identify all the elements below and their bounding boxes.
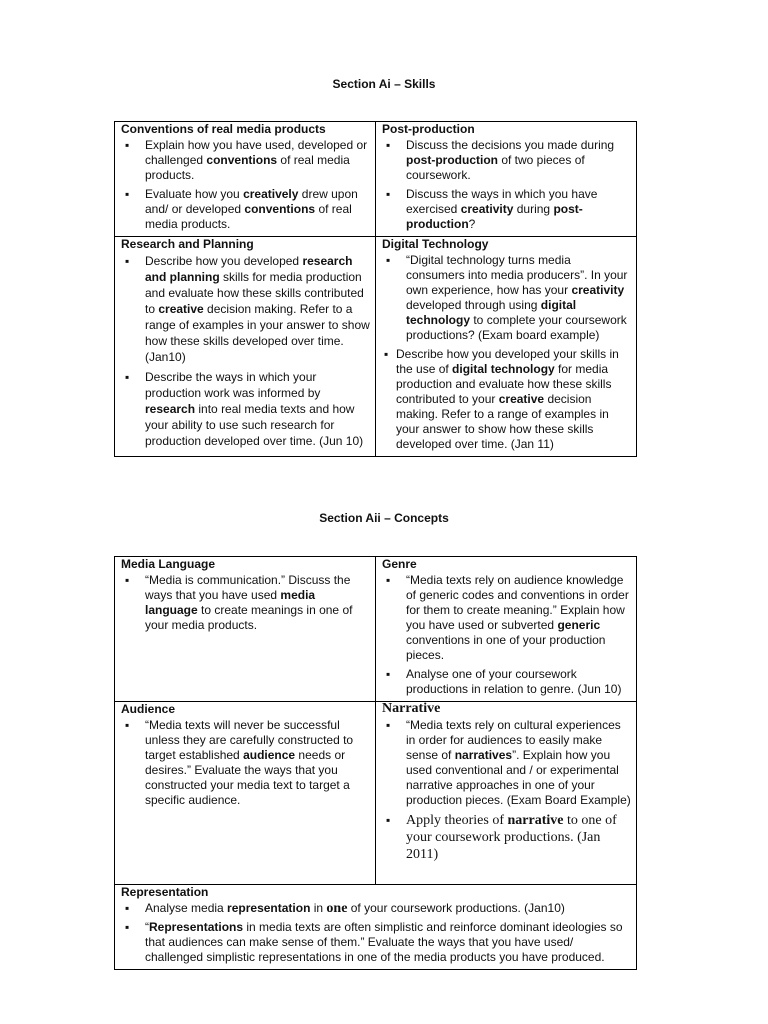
cell-conventions [115, 122, 376, 237]
list-item: ▪ Evaluate how you creatively drew upon and/ or developed conventions of real media products. [121, 187, 371, 232]
concepts-table [114, 556, 637, 970]
list-item: ▪ Analyse media representation in one of your coursework productions. (Jan10) [121, 901, 632, 916]
list-item: ▪ Apply theories of narrative to one of your coursework productions. (Jan 2011) [382, 812, 632, 863]
cell-heading: Narrative [382, 701, 441, 716]
list-item: ▪ “Media texts rely on audience knowledge of generic codes and conventions in order for them to create meaning.” Explain how you have used or subverted generic conventions in one of your production pieces. [382, 573, 632, 663]
cell-heading: Research and Planning [121, 237, 254, 251]
cell-heading: Representation [121, 885, 209, 899]
list-item: ▪ “Media texts rely on cultural experiences in order for audiences to easily make sense of narratives”. Explain how you used conventional and / or experimental narrative approaches in one of your production pieces. (Exam Board Example) [382, 718, 632, 808]
skills-table [114, 121, 637, 457]
cell-audience [115, 702, 376, 885]
list-item: ▪ Discuss the ways in which you have exercised creativity during post-production? [382, 187, 632, 232]
cell-media-language [115, 557, 376, 702]
list-item: ▪ Describe how you developed your skills in the use of digital technology for media production and evaluate how these skills contributed to your creative decision making. Refer to a range of examples in your answer to show how these skills developed over time. (Jan 11) [382, 347, 632, 452]
cell-heading: Post-production [382, 122, 475, 136]
cell-research-planning [115, 237, 376, 457]
list-item: ▪ Analyse one of your coursework productions in relation to genre. (Jun 10) [382, 667, 632, 697]
cell-representation [115, 885, 637, 970]
cell-narrative [376, 702, 637, 885]
section-title-concepts: Section Aii – Concepts [319, 511, 449, 525]
cell-post-production [376, 122, 637, 237]
cell-heading: Genre [382, 557, 417, 571]
list-item: ▪ “Media texts will never be successful unless they are carefully constructed to target established audience needs or desires.” Evaluate the ways that you constructed your media text to target a specific audience. [121, 718, 371, 808]
cell-heading: Digital Technology [382, 237, 489, 251]
list-item: ▪ Describe how you developed research and planning skills for media production and evaluate how these skills contributed to creative decision making. Refer to a range of examples in your answer to show how these skills developed over time. (Jan10) [121, 253, 371, 365]
list-item: ▪ “Media is communication.” Discuss the ways that you have used media language to create meanings in one of your media products. [121, 573, 371, 633]
cell-heading: Audience [121, 702, 176, 716]
cell-digital-technology [376, 237, 637, 457]
section-title-skills: Section Ai – Skills [332, 77, 436, 91]
list-item: ▪ “Digital technology turns media consumers into media producers”. In your own experience, how has your creativity developed through using digital technology to complete your coursework productions? (Exam board example) [382, 253, 632, 343]
cell-heading: Media Language [121, 557, 216, 571]
list-item: ▪ Explain how you have used, developed or challenged conventions of real media products. [121, 138, 371, 183]
cell-heading: Conventions of real media products [121, 122, 326, 136]
list-item: ▪ Describe the ways in which your production work was informed by research into real media texts and how your ability to use such research for production developed over time. (Jun 10) [121, 369, 371, 449]
cell-genre [376, 557, 637, 702]
list-item: ▪ Discuss the decisions you made during post-production of two pieces of coursework. [382, 138, 632, 183]
list-item: ▪ “Representations in media texts are often simplistic and reinforce dominant ideologies so that audiences can make sense of them.” Evaluate the ways that you have used/ challenged simplistic representations in one of the media products you have produced. [121, 920, 632, 965]
